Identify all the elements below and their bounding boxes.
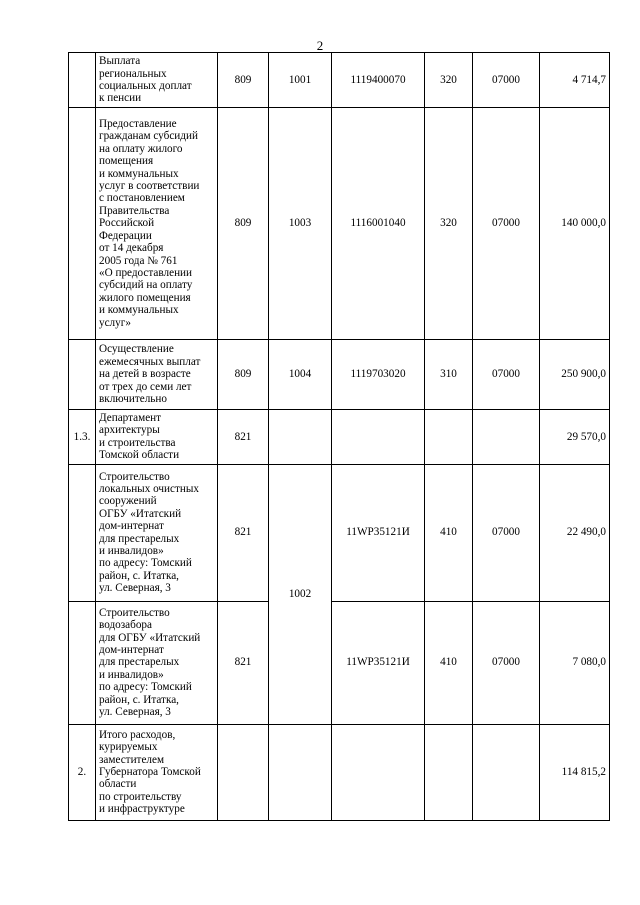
row-number: 2. [69, 724, 96, 820]
cell-csr: 1116001040 [332, 108, 425, 340]
row-number [69, 108, 96, 340]
cell-amount: 4 714,7 [540, 53, 610, 108]
cell-amount: 250 900,0 [540, 340, 610, 410]
cell-ved: 821 [218, 410, 269, 465]
table-row [69, 410, 610, 465]
cell-kosgu: 07000 [473, 53, 540, 108]
row-number [69, 601, 96, 724]
table-row [69, 340, 610, 410]
cell-rzpr: 1002 [269, 464, 332, 724]
row-name: Строительство локальных очистных сооружений ОГБУ «Итатский дом-интернат для престарелых и инвалидов» по адресу: Томский район, с. Итатка, ул. Северная, 3 [96, 464, 218, 601]
cell-amount: 140 000,0 [540, 108, 610, 340]
cell-rzpr: 1003 [269, 108, 332, 340]
cell-amount: 29 570,0 [540, 410, 610, 465]
cell-vr [425, 724, 473, 820]
cell-vr: 320 [425, 108, 473, 340]
cell-amount: 7 080,0 [540, 601, 610, 724]
cell-ved: 821 [218, 601, 269, 724]
cell-kosgu: 07000 [473, 340, 540, 410]
row-name: Департамент архитектуры и строительства Томской области [96, 410, 218, 465]
cell-csr: 1119703020 [332, 340, 425, 410]
row-name: Осуществление ежемесячных выплат на детей в возрасте от трех до семи лет включительно [96, 340, 218, 410]
cell-kosgu: 07000 [473, 108, 540, 340]
cell-csr [332, 410, 425, 465]
table-row [69, 601, 610, 724]
cell-vr: 410 [425, 464, 473, 601]
table-row [69, 53, 610, 108]
cell-csr [332, 724, 425, 820]
cell-csr: 11WP35121И [332, 464, 425, 601]
table-row [69, 464, 610, 601]
table-row [69, 108, 610, 340]
cell-kosgu [473, 724, 540, 820]
cell-kosgu: 07000 [473, 464, 540, 601]
row-number [69, 464, 96, 601]
cell-ved [218, 724, 269, 820]
row-name: Выплата региональных социальных доплат к пенсии [96, 53, 218, 108]
budget-table [68, 52, 610, 821]
cell-vr: 310 [425, 340, 473, 410]
row-number [69, 340, 96, 410]
row-name: Предоставление гражданам субсидий на оплату жилого помещения и коммунальных услуг в соответствии с постановлением Правительства Российской Федерации от 14 декабря 2005 года № 761 «О предоставлении субсидий на оплату жилого помещения и коммунальных услуг» [96, 108, 218, 340]
cell-vr: 320 [425, 53, 473, 108]
page-number: 2 [316, 38, 324, 53]
cell-ved: 809 [218, 108, 269, 340]
row-name: Строительство водозабора для ОГБУ «Итатский дом-интернат для престарелых и инвалидов» по адресу: Томский район, с. Итатка, ул. Северная, 3 [96, 601, 218, 724]
cell-vr [425, 410, 473, 465]
row-name: Итого расходов, курируемых заместителем Губернатора Томской области по строительству и инфраструктуре [96, 724, 218, 820]
cell-rzpr: 1004 [269, 340, 332, 410]
cell-ved: 809 [218, 340, 269, 410]
cell-amount: 22 490,0 [540, 464, 610, 601]
cell-kosgu [473, 410, 540, 465]
cell-rzpr [269, 410, 332, 465]
cell-csr: 1119400070 [332, 53, 425, 108]
table-row [69, 724, 610, 820]
cell-ved: 821 [218, 464, 269, 601]
row-number [69, 53, 96, 108]
cell-ved: 809 [218, 53, 269, 108]
cell-rzpr [269, 724, 332, 820]
cell-kosgu: 07000 [473, 601, 540, 724]
cell-amount: 114 815,2 [540, 724, 610, 820]
cell-vr: 410 [425, 601, 473, 724]
cell-csr: 11WP35121И [332, 601, 425, 724]
row-number: 1.3. [69, 410, 96, 465]
cell-rzpr: 1001 [269, 53, 332, 108]
